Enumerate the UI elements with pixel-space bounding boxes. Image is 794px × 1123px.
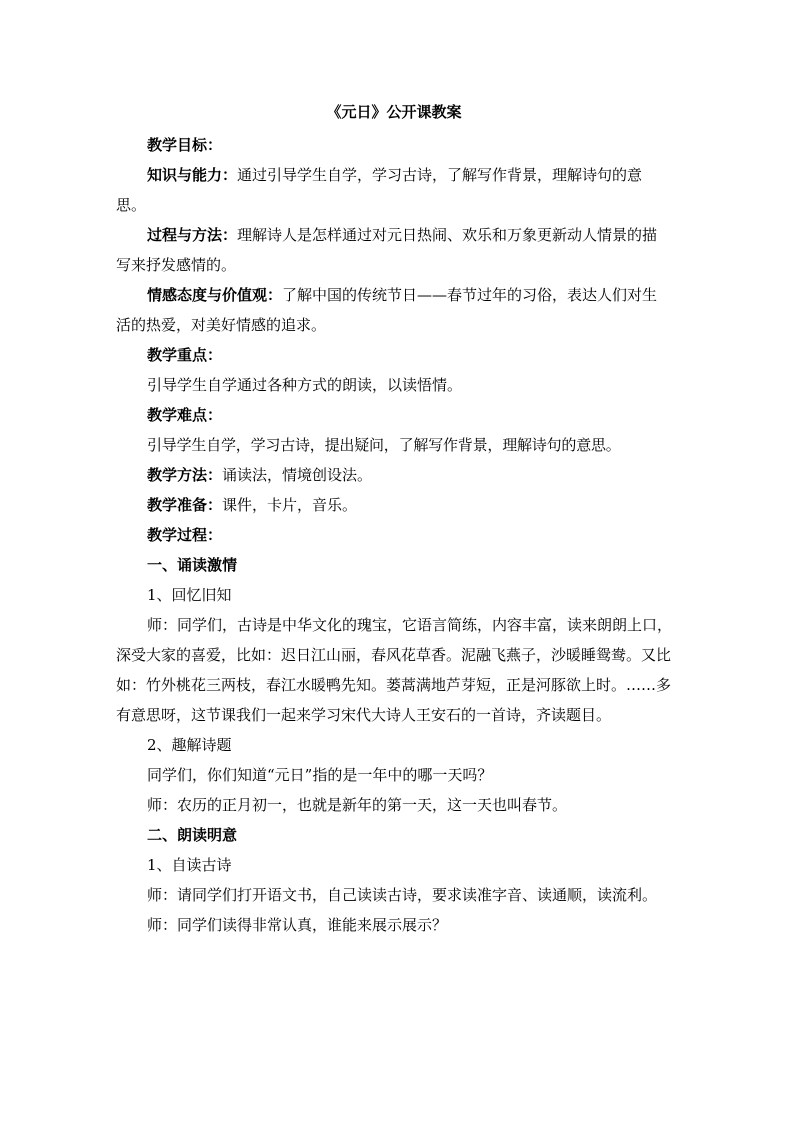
- preparation-text: 课件，卡片，音乐。: [222, 496, 358, 514]
- emotion-text: 了解中国的传统节日——春节过年的习俗，表达人们对生活的热爱，对美好情感的追求。: [116, 286, 658, 334]
- methods-text: 诵读法，情境创设法。: [222, 466, 373, 484]
- section1-heading: 一、诵读激情: [147, 556, 238, 574]
- document-title: 《元日》公开课教案: [326, 103, 462, 121]
- knowledge-text: 通过引导学生自学，学习古诗，了解写作背景，理解诗句的意思。: [116, 166, 643, 214]
- paragraph-4: 师：请同学们打开语文书，自己读读古诗，要求读准字音、读通顺，读流利。: [147, 886, 658, 904]
- difficulties-text: 引导学生自学，学习古诗，提出疑问，了解写作背景，理解诗句的意思。: [147, 436, 621, 454]
- key-points-text: 引导学生自学通过各种方式的朗读，以读悟情。: [147, 376, 463, 394]
- step1-2: 2、趣解诗题: [147, 736, 232, 754]
- process-heading: 教学过程：: [147, 526, 223, 544]
- process-label: 过程与方法：: [147, 226, 238, 244]
- process-text: 理解诗人是怎样通过对元日热闹、欢乐和万象更新动人情景的描写来抒发感情的。: [116, 226, 658, 274]
- paragraph-1: 师：同学们，古诗是中华文化的瑰宝，它语言简练，内容丰富，读来朗朗上口，深受大家的喜爱，比如：迟日江山丽，春风花草香。泥融飞燕子，沙暖睡鸳鸯。又比如：竹外桃花三两枝，春江水暖鸭先知。蒌蒿满地芦芽短，正是河豚欲上时。……多有意思呀，这节课我们一起来学习宋代大诗人王安石的一首诗，齐读题目。: [116, 616, 673, 724]
- step2-1: 1、自读古诗: [147, 856, 232, 874]
- process-method-paragraph: [116, 220, 672, 280]
- knowledge-paragraph: [116, 160, 672, 220]
- section2-heading: 二、朗读明意: [147, 826, 238, 844]
- step1-1: 1、回忆旧知: [147, 586, 232, 604]
- emotion-label: 情感态度与价值观：: [147, 286, 283, 304]
- document-page: [116, 95, 672, 940]
- key-points-heading: 教学重点：: [147, 346, 223, 364]
- paragraph-5: 师：同学们读得非常认真，谁能来展示展示？: [147, 916, 448, 934]
- difficulties-heading: 教学难点：: [147, 406, 223, 424]
- preparation-paragraph: [116, 490, 672, 520]
- methods-label: 教学方法：: [147, 466, 223, 484]
- preparation-label: 教学准备：: [147, 496, 223, 514]
- emotion-paragraph: [116, 280, 672, 340]
- paragraph-2: 同学们，你们知道“元日”指的是一年中的哪一天吗？: [147, 766, 493, 784]
- methods-paragraph: [116, 460, 672, 490]
- paragraph-3: 师：农历的正月初一，也就是新年的第一天，这一天也叫春节。: [147, 796, 568, 814]
- objectives-heading: 教学目标：: [147, 136, 223, 154]
- knowledge-label: 知识与能力：: [147, 166, 238, 184]
